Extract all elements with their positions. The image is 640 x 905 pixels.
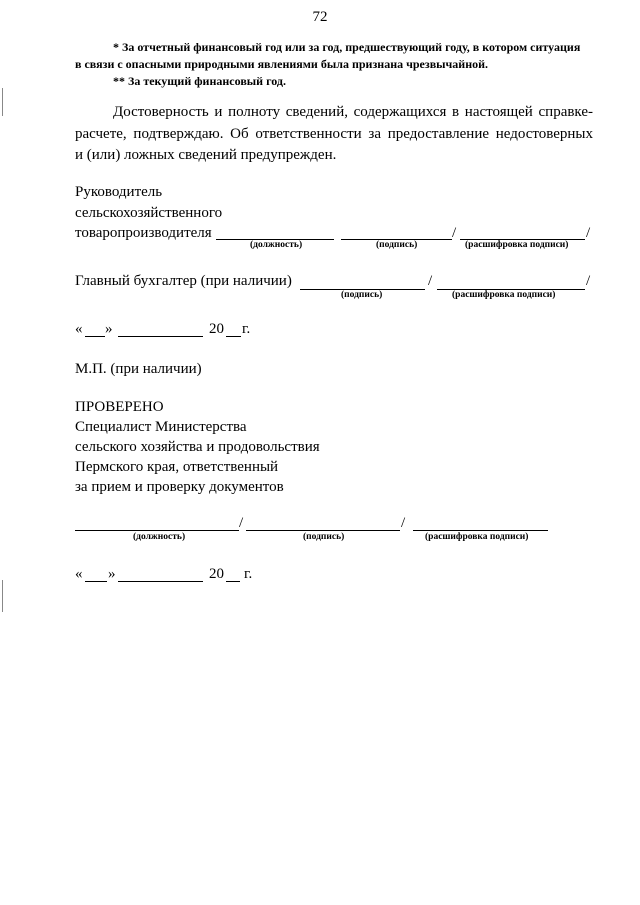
date-2-year-prefix: 20: [209, 566, 224, 582]
head-label-line-2: сельскохозяйственного: [75, 205, 223, 221]
checked-decoding-line: [413, 530, 548, 531]
certification-text-1: Достоверность и полноту сведений, содержащихся в настоящей справке-: [113, 104, 593, 120]
checked-position-line: [75, 530, 239, 531]
scan-margin-mark: [2, 88, 3, 116]
date-2-day-line: [85, 581, 107, 582]
checked-line-3: Пермского края, ответственный: [75, 459, 279, 475]
head-label-line-3: товаропроизводителя: [75, 225, 212, 241]
checked-title: ПРОВЕРЕНО: [75, 399, 164, 415]
scan-margin-mark: [2, 580, 3, 612]
footnote-1-line-1: * За отчетный финансовый год или за год, предшествующий году, в котором ситуация: [113, 40, 581, 54]
date-2-month-line: [118, 581, 203, 582]
checked-signature-line: [246, 530, 400, 531]
date-2-open-quote: «: [75, 566, 83, 582]
date-1-year-suffix: г.: [242, 321, 251, 337]
head-separator-1: /: [452, 225, 457, 241]
date-1-open-quote: «: [75, 321, 83, 337]
checked-position-caption: (должность): [133, 532, 186, 542]
checked-line-1: Специалист Министерства: [75, 419, 247, 435]
head-label-line-1: Руководитель: [75, 184, 163, 200]
accountant-decoding-caption: (расшифровка подписи): [452, 290, 556, 300]
accountant-separator-1: /: [428, 273, 433, 289]
checked-line-2: сельского хозяйства и продовольствия: [75, 439, 320, 455]
checked-separator-2: /: [401, 515, 406, 531]
accountant-signature-caption: (подпись): [341, 290, 383, 300]
checked-line-4: за прием и проверку документов: [75, 479, 284, 495]
accountant-label: Главный бухгалтер (при наличии): [75, 273, 292, 289]
page-number: 72: [312, 9, 328, 25]
certification-text-2: расчете, подтверждаю. Об ответственности за предоставление недостоверных: [75, 126, 593, 142]
date-2-year-line: [226, 581, 240, 582]
date-1-year-prefix: 20: [209, 321, 224, 337]
seal-label: М.П. (при наличии): [75, 361, 202, 377]
checked-decoding-caption: (расшифровка подписи): [425, 532, 529, 542]
head-separator-2: /: [586, 225, 591, 241]
accountant-separator-2: /: [586, 273, 591, 289]
footnote-1-line-2: в связи с опасными природными явлениями была признана чрезвычайной.: [75, 57, 489, 71]
head-position-caption: (должность): [250, 240, 303, 250]
date-2-close-quote: »: [108, 566, 116, 582]
certification-line-2: [75, 126, 593, 143]
certification-line-1: [113, 104, 593, 121]
date-1-day-line: [85, 336, 105, 337]
head-signature-caption: (подпись): [376, 240, 418, 250]
certification-line-3: и (или) ложных сведений предупрежден.: [75, 147, 337, 163]
date-1-close-quote: »: [105, 321, 113, 337]
checked-separator-1: /: [239, 515, 244, 531]
date-2-year-suffix: г.: [244, 566, 253, 582]
date-1-month-line: [118, 336, 203, 337]
checked-signature-caption: (подпись): [303, 532, 345, 542]
head-decoding-caption: (расшифровка подписи): [465, 240, 569, 250]
footnote-2: ** За текущий финансовый год.: [113, 74, 286, 88]
date-1-year-line: [226, 336, 241, 337]
